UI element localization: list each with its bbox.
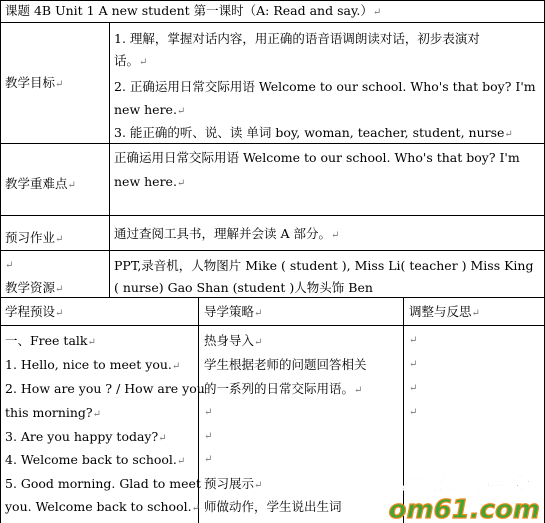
paragraph-mark: ↵	[372, 7, 382, 18]
objectives-label: 教学目标↵	[5, 75, 64, 90]
paragraph-mark: ↵	[191, 503, 200, 514]
strategy-line-5: 师做动作，学生说出生词	[204, 499, 342, 514]
row-divider-column-header	[0, 325, 545, 326]
paragraph-mark: ↵	[55, 284, 64, 295]
paragraph-mark: ↵	[55, 79, 64, 90]
process-line-8: you. Welcome back to school.↵	[5, 499, 200, 514]
process-line-5: 3. Are you happy today?↵	[5, 429, 167, 444]
paragraph-mark: ↵	[471, 308, 480, 319]
resources-line-1: PPT,录音机，人物图片 Mike ( student ), Miss Li( teacher ) Miss King	[114, 258, 534, 273]
strategy-line-1: 热身导入↵	[204, 333, 263, 348]
paragraph-mark: ↵	[354, 385, 363, 396]
paragraph-mark: ↵	[171, 361, 181, 372]
paragraph-mark: ↵	[87, 337, 96, 348]
paragraph-mark: ↵	[254, 308, 263, 319]
paragraph-mark: ↵	[176, 106, 186, 117]
paragraph-mark: ↵	[67, 180, 76, 191]
paragraph-mark: ↵	[139, 57, 148, 68]
col-header-reflection: 调整与反思↵	[409, 304, 480, 319]
site-watermark	[335, 470, 545, 523]
lesson-title: 课题 4B Unit 1 A new student 第一课时（A: Read and say.）↵	[5, 3, 382, 18]
resources-label: 教学资源↵	[5, 280, 64, 295]
process-line-3: 2. How are you ? / How are you	[5, 381, 205, 396]
row-divider-preview	[0, 250, 545, 251]
paragraph-mark: ↵	[204, 454, 213, 465]
label-column-divider	[109, 22, 110, 297]
paragraph-mark: ↵	[204, 407, 213, 418]
paragraph-mark: ↵	[409, 335, 418, 346]
paragraph-mark: ↵	[504, 129, 513, 140]
strategy-line-2: 学生根据老师的问题回答相关	[204, 357, 367, 372]
paragraph-mark: ↵	[330, 230, 340, 241]
process-line-6: 4. Welcome back to school.↵	[5, 452, 186, 467]
paragraph-mark: ↵	[204, 431, 213, 442]
paragraph-mark: ↵	[5, 260, 14, 271]
strategy-line-4: 预习展示↵	[204, 476, 263, 491]
row-divider-objectives	[0, 143, 545, 144]
paragraph-mark: ↵	[158, 433, 167, 444]
row-divider-keypoints	[0, 215, 545, 216]
paragraph-mark: ↵	[254, 480, 263, 491]
paragraph-mark: ↵	[176, 456, 186, 467]
row-divider-resources	[0, 297, 545, 298]
watermark-text: 儿童资源网小学课件	[387, 475, 540, 495]
objectives-line-3: 2. 正确运用日常交际用语 Welcome to our school. Who's that boy? I'm	[114, 79, 536, 94]
resources-line-2: ( nurse) Gao Shan (student )人物头饰 Ben	[114, 280, 373, 295]
key-points-label: 教学重难点↵	[5, 176, 76, 191]
paragraph-mark: ↵	[409, 383, 418, 394]
table-border-top	[0, 0, 545, 1]
process-line-2: 1. Hello, nice to meet you.↵	[5, 357, 181, 372]
objectives-line-1: 1. 理解，掌握对话内容，用正确的语音语调朗读对话，初步表演对	[114, 31, 480, 46]
paragraph-mark: ↵	[176, 178, 186, 189]
key-points-line-2: new here.↵	[114, 174, 186, 189]
table-border-left	[0, 0, 1, 523]
preview-text: 通过查阅工具书，理解并会读 A 部分。↵	[114, 226, 340, 241]
paragraph-mark: ↵	[254, 337, 263, 348]
col-header-process: 学程预设↵	[5, 304, 64, 319]
process-line-1: 一、Free talk↵	[5, 333, 96, 348]
key-points-line-1: 正确运用日常交际用语 Welcome to our school. Who's that boy? I'm	[114, 150, 520, 165]
paragraph-mark: ↵	[409, 407, 418, 418]
preview-label: 预习作业↵	[5, 230, 64, 245]
paragraph-mark: ↵	[55, 308, 64, 319]
paragraph-mark: ↵	[409, 359, 418, 370]
process-line-7: 5. Good morning. Glad to meet	[5, 476, 201, 491]
process-line-4: this morning?↵	[5, 405, 102, 420]
watermark-site: om61.com	[388, 495, 540, 523]
strategy-line-3: 的一系列的日常交际用语。↵	[204, 381, 363, 396]
paragraph-mark: ↵	[92, 409, 102, 420]
paragraph-mark: ↵	[55, 234, 64, 245]
objectives-line-5: 3. 能正确的听、说、读 单词 boy, woman, teacher, student, nurse↵	[114, 125, 513, 140]
objectives-line-2: 话。↵	[114, 53, 148, 68]
col-header-strategy: 导学策略↵	[204, 304, 263, 319]
objectives-line-4: new here.↵	[114, 102, 186, 117]
row-divider-title	[0, 22, 545, 23]
